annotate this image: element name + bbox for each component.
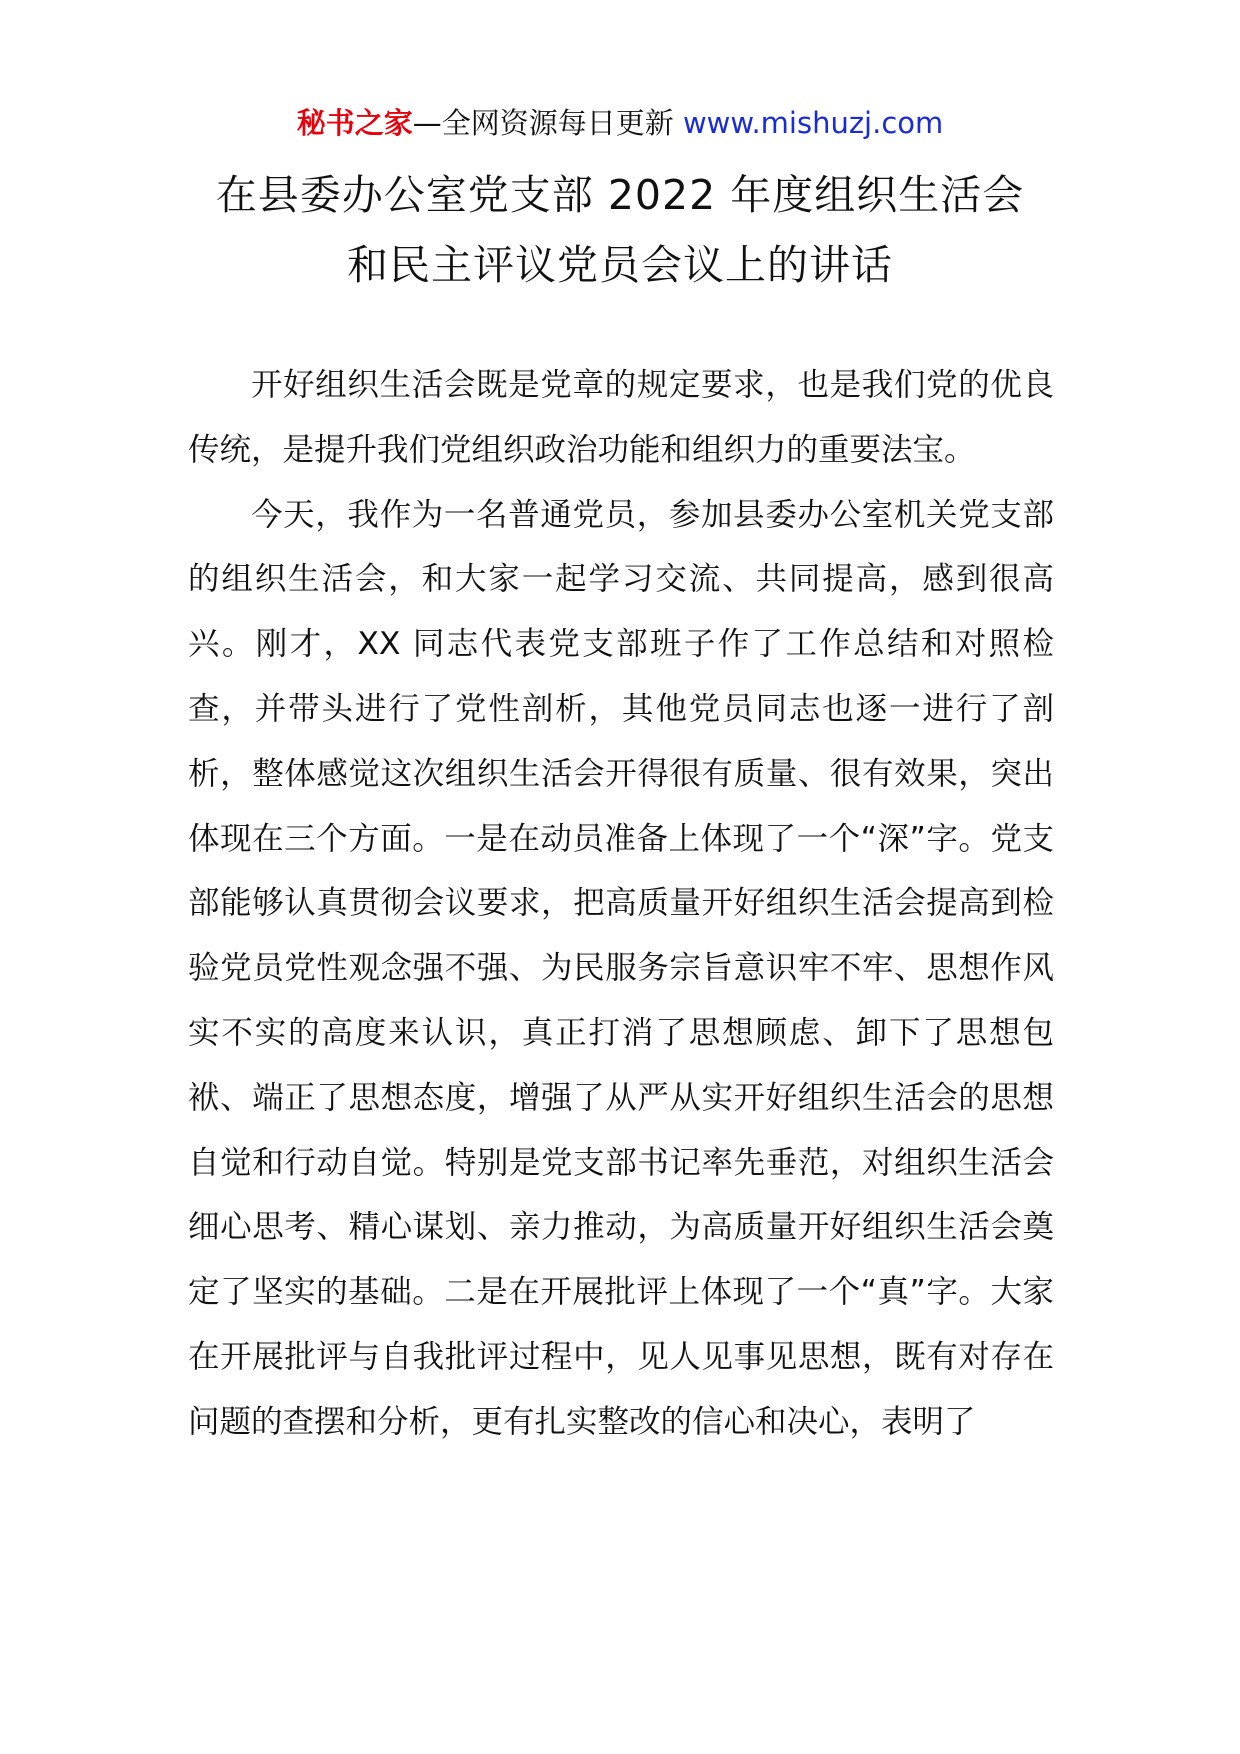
title-line-2: 和民主评议党员会议上的讲话 [347, 241, 893, 289]
site-url-link[interactable]: www.mishuzj.com [682, 106, 944, 140]
site-slogan: —全网资源每日更新 [412, 106, 674, 140]
title-line-1: 在县委办公室党支部 2022 年度组织生活会 [215, 171, 1025, 219]
body-paragraph-2: 今天，我作为一名普通党员，参加县委办公室机关党支部的组织生活会，和大家一起学习交流、共同提高，感到很高兴。刚才，XX 同志代表党支部班子作了工作总结和对照检查，并带头进行了党性剖析，其他党员同志也逐一进行了剖析，整体感觉这次组织生活会开得很有质量、很有效果，突出体现在三个方面。一是在动员准备上体现了一个“深”字。党支部能够认真贯彻会议要求，把高质量开好组织生活会提高到检验党员党性观念强不强、为民服务宗旨意识牢不牢、思想作风实不实的高度来认识，真正打消了思想顾虑、卸下了思想包袱、端正了思想态度，增强了从严从实开好组织生活会的思想自觉和行动自觉。特别是党支部书记率先垂范，对组织生活会细心思考、精心谋划、亲力推动，为高质量开好组织生活会奠定了坚实的基础。二是在开展批评上体现了一个“真”字。大家在开展批评与自我批评过程中，见人见事见思想，既有对存在问题的查摆和分析，更有扎实整改的信心和决心，表明了 [188, 496, 1054, 1440]
site-header [0, 103, 1240, 143]
document-title [150, 160, 1090, 300]
document-body [188, 353, 1054, 1455]
body-paragraph-1: 开好组织生活会既是党章的规定要求，也是我们党的优良传统，是提升我们党组织政治功能和组织力的重要法宝。 [188, 367, 1054, 468]
site-brand: 秘书之家 [296, 106, 413, 140]
